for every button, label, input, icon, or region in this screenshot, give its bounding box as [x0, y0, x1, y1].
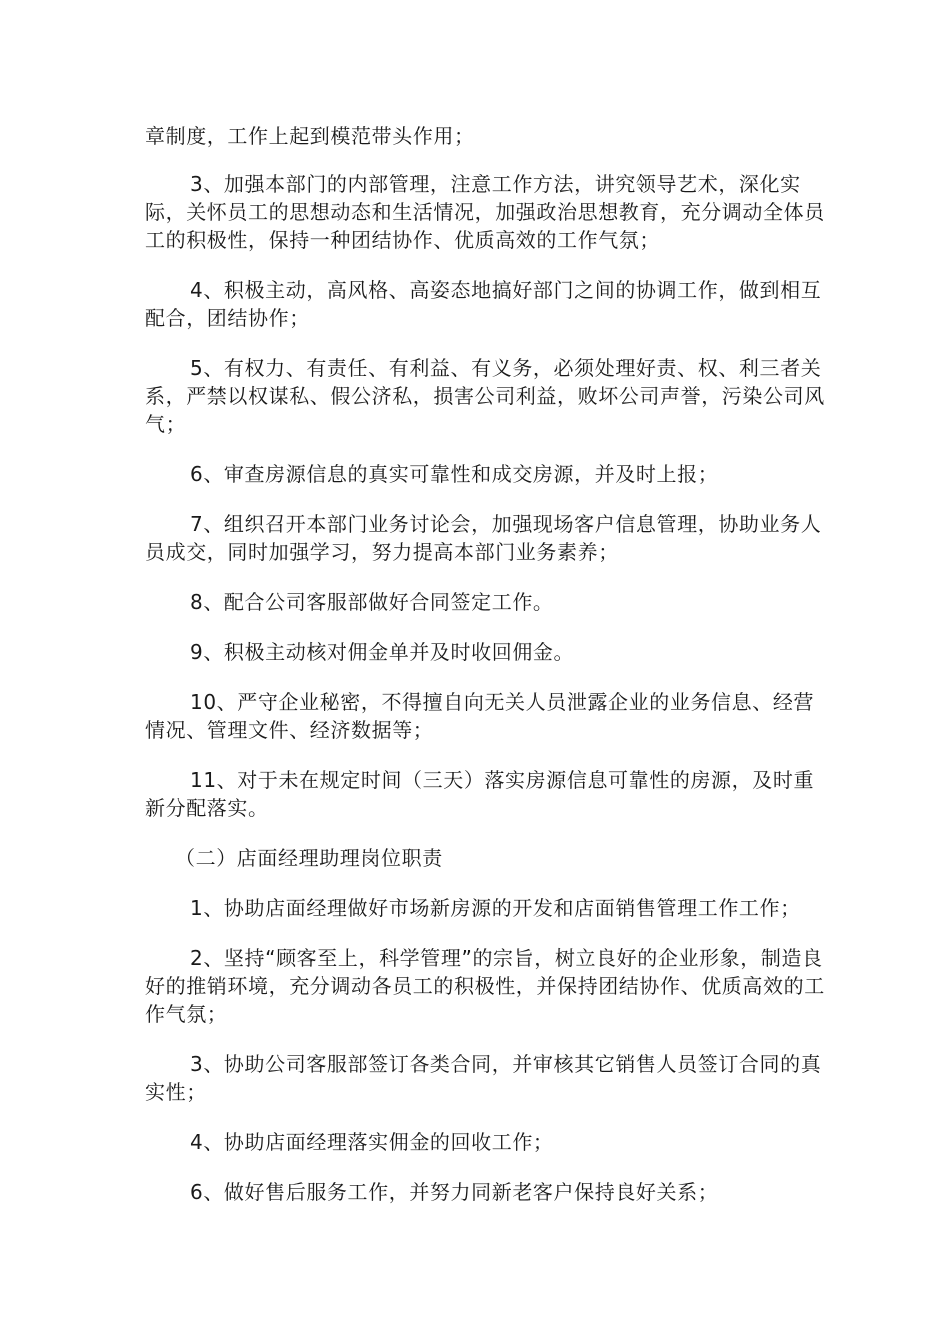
paragraph-item-6: 6、审查房源信息的真实可靠性和成交房源，并及时上报； — [190, 462, 719, 486]
section-heading: （二）店面经理助理岗位职责 — [175, 846, 443, 870]
paragraph-continuation: 章制度，工作上起到模范带头作用； — [145, 124, 475, 148]
paragraph-item-4: 4、积极主动，高风格、高姿态地搞好部门之间的协调工作，做到相互配合，团结协作； — [145, 278, 822, 330]
paragraph-item-10: 10、严守企业秘密，不得擅自向无关人员泄露企业的业务信息、经营情况、管理文件、经济数据等； — [145, 690, 815, 742]
paragraph-item-9: 9、积极主动核对佣金单并及时收回佣金。 — [190, 640, 575, 664]
document-body — [145, 122, 825, 1228]
section-paragraph-1: 1、协助店面经理做好市场新房源的开发和店面销售管理工作工作； — [190, 896, 801, 920]
paragraph-item-11: 11、对于未在规定时间（三天）落实房源信息可靠性的房源，及时重新分配落实。 — [145, 768, 815, 820]
paragraph-item-8: 8、配合公司客服部做好合同签定工作。 — [190, 590, 554, 614]
paragraph-item-5: 5、有权力、有责任、有利益、有义务，必须处理好责、权、利三者关系，严禁以权谋私、假公济私，损害公司利益，败坏公司声誉，污染公司风气； — [145, 356, 825, 436]
section-paragraph-2: 2、坚持“顾客至上，科学管理”的宗旨，树立良好的企业形象，制造良好的推销环境，充分调动各员工的积极性，并保持团结协作、优质高效的工作气氛； — [145, 946, 825, 1026]
paragraph-item-7: 7、组织召开本部门业务讨论会，加强现场客户信息管理，协助业务人员成交，同时加强学习，努力提高本部门业务素养； — [145, 512, 822, 564]
paragraph-item-3: 3、加强本部门的内部管理，注意工作方法，讲究领导艺术，深化实际，关怀员工的思想动态和生活情况，加强政治思想教育，充分调动全体员工的积极性，保持一种团结协作、优质高效的工作气氛； — [145, 172, 825, 252]
section-paragraph-3: 3、协助公司客服部签订各类合同，并审核其它销售人员签订合同的真实性； — [145, 1052, 822, 1104]
section-paragraph-4: 4、协助店面经理落实佣金的回收工作； — [190, 1130, 554, 1154]
section-paragraph-6: 6、做好售后服务工作，并努力同新老客户保持良好关系； — [190, 1180, 719, 1204]
